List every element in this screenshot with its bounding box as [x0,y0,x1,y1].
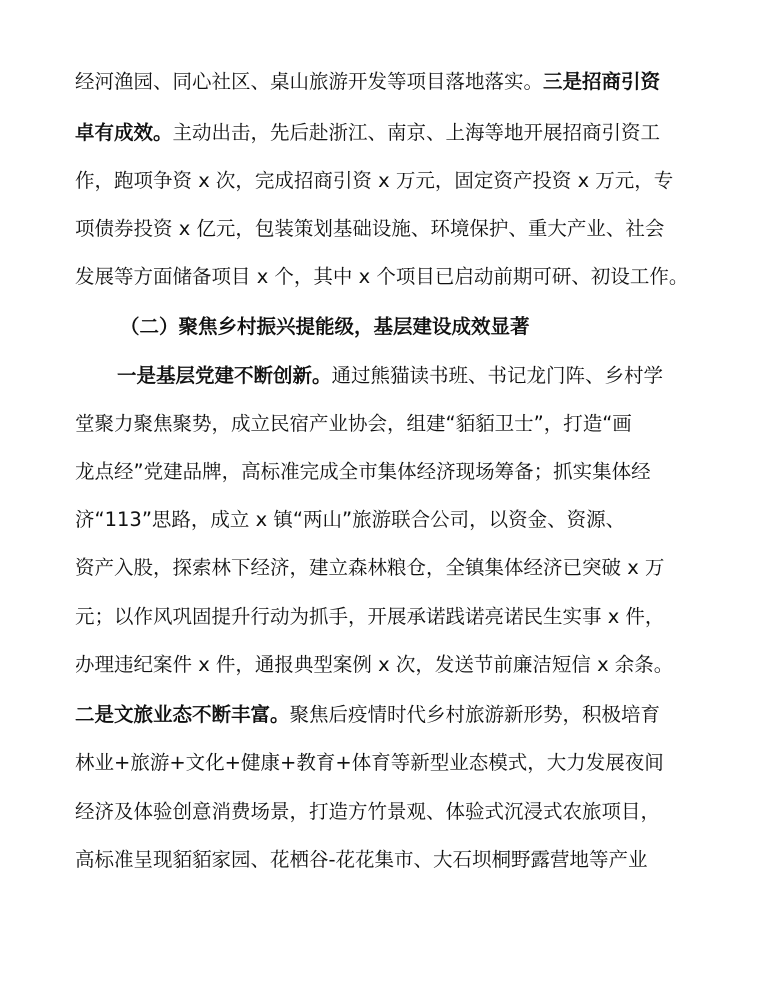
text-line-12 [0,597,770,637]
text-line-11 [0,548,770,588]
line-14-bold-text: 二是文旅业态不断丰富。 [75,703,290,726]
line-5-text: 发展等方面储备项目 x 个，其中 x 个项目已启动前期可研、初设工作。 [75,265,689,288]
text-line-16 [0,792,770,832]
text-line-7 [0,356,770,396]
text-line-13 [0,645,770,685]
line-14-text: 聚焦后疫情时代乡村旅游新形势，积极培育 [289,703,661,726]
line-7-bold-text: 一是基层党建不断创新。 [117,364,332,387]
section-heading [0,307,770,347]
line-7-text: 通过熊猫读书班、书记龙门阵、乡村学 [331,364,664,387]
line-4-text: 项债券投资 x 亿元，包装策划基础设施、环境保护、重大产业、社会 [75,217,665,240]
line-3-text: 作，跑项争资 x 次，完成招商引资 x 万元，固定资产投资 x 万元，专 [75,169,674,192]
line-16-text: 经济及体验创意消费场景，打造方竹景观、体验式沉浸式农旅项目， [75,800,661,823]
line-15-text: 林业+旅游+文化+健康+教育+体育等新型业态模式，大力发展夜间 [75,751,664,774]
line-2-bold-text: 卓有成效。 [75,121,173,144]
line-13-text: 办理违纪案件 x 件，通报典型案例 x 次，发送节前廉洁短信 x 余条。 [75,653,674,676]
line-10-text: 济“113”思路，成立 x 镇“两山”旅游联合公司，以资金、资源、 [75,508,626,531]
line-1-bold-text: 三是招商引资 [543,70,661,93]
text-line-4 [0,209,770,249]
line-12-text: 元；以作风巩固提升行动为抓手，开展承诺践诺亮诺民生实事 x 件， [75,605,665,628]
line-9-text: 龙点经”党建品牌，高标准完成全市集体经济现场筹备；抓实集体经 [75,460,651,483]
text-line-10 [0,500,770,540]
text-line-9 [0,452,770,492]
text-line-17 [0,840,770,880]
text-line-3 [0,161,770,201]
text-line-14 [0,695,770,735]
text-line-2 [0,113,770,153]
text-line-1 [0,62,770,102]
text-line-5 [0,257,770,297]
line-8-text: 堂聚力聚焦聚势，成立民宿产业协会，组建“貊貊卫士”，打造“画 [75,412,632,435]
section-heading-text: （二）聚焦乡村振兴提能级，基层建设成效显著 [120,315,530,338]
text-line-15 [0,743,770,783]
line-17-text: 高标准呈现貊貊家园、花栖谷-花花集市、大石坝桐野露营地等产业 [75,848,648,871]
line-1-text: 经河渔园、同心社区、桌山旅游开发等项目落地落实。 [75,70,544,93]
line-2-text: 主动出击，先后赴浙江、南京、上海等地开展招商引资工 [172,121,661,144]
text-line-8 [0,404,770,444]
line-11-text: 资产入股，探索林下经济，建立森林粮仓，全镇集体经济已突破 x 万 [75,556,665,579]
